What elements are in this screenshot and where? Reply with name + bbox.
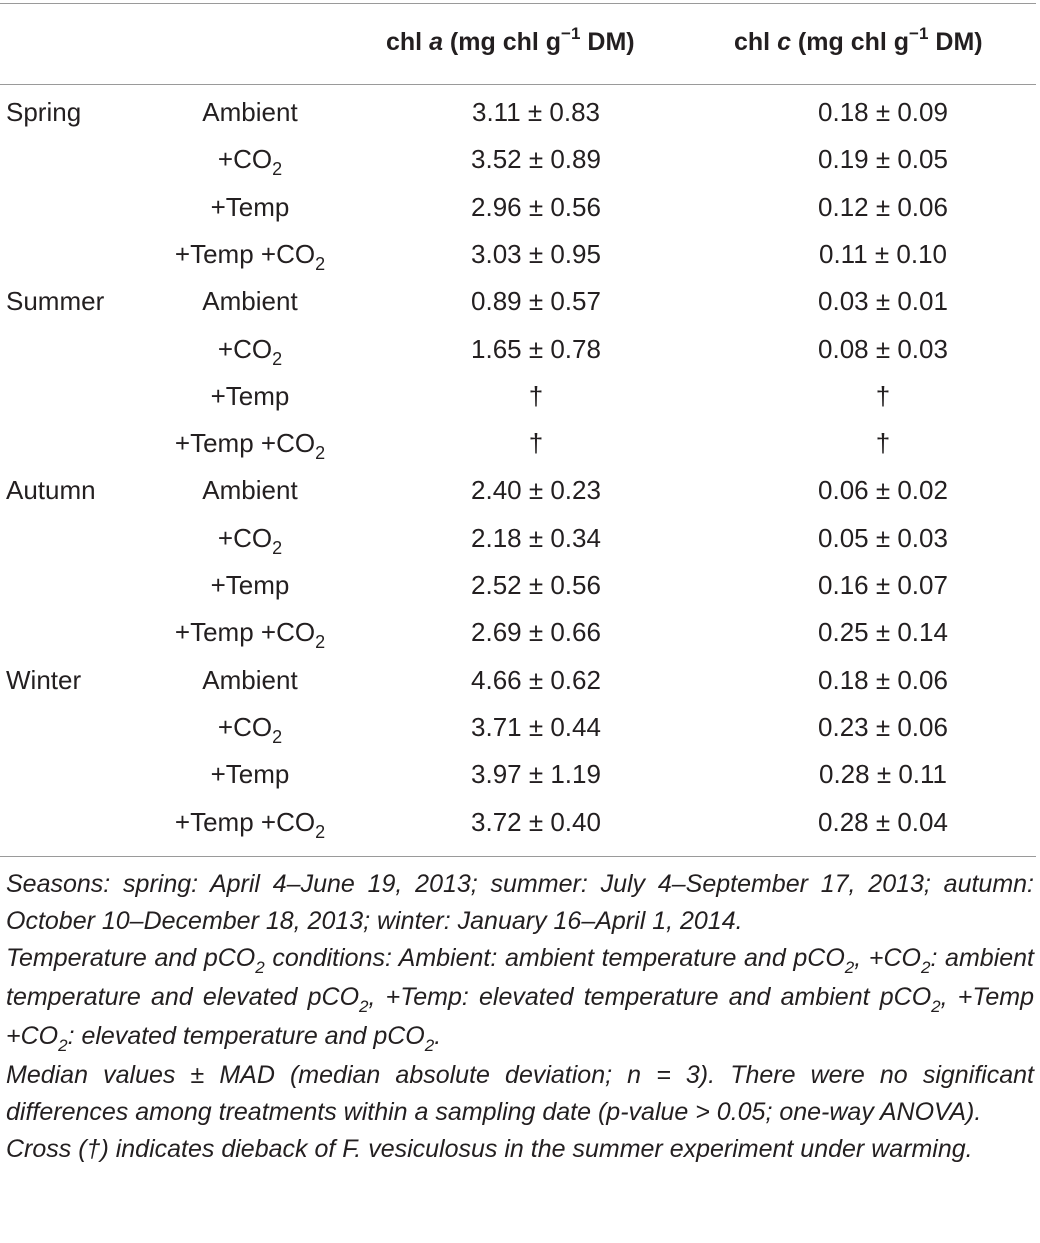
chl-a-cell: 2.69 ± 0.66	[471, 617, 601, 648]
chl-a-cell: 3.97 ± 1.19	[471, 759, 601, 790]
chl-a-cell: 4.66 ± 0.62	[471, 664, 601, 695]
chl-c-cell: 0.28 ± 0.11	[819, 759, 947, 790]
table-row	[0, 191, 1036, 238]
chl-a-cell: †	[528, 380, 544, 411]
top-rule	[0, 3, 1036, 4]
chl-c-cell: 0.12 ± 0.06	[818, 191, 948, 222]
treatment-cell: $+CO_2$	[217, 711, 283, 747]
table-row	[0, 238, 1036, 285]
bottom-rule	[0, 856, 1036, 857]
chl-a-cell: 3.71 ± 0.44	[471, 711, 601, 742]
treatment-cell: +Temp $+CO_2$	[174, 617, 326, 653]
treatment-cell: +Temp	[210, 570, 290, 600]
chl-c-cell: 0.05 ± 0.03	[818, 522, 948, 553]
header-chl-c: chl c (mg chl $g^{-1}$ DM)	[734, 23, 983, 56]
season-cell: Winter	[6, 664, 82, 695]
footnote-cross: Cross (†) indicates dieback of F. vesiculosus in the summer experiment under warming.	[6, 1135, 973, 1163]
table-row	[0, 806, 1036, 853]
footnote-median: Median values ± MAD (median absolute deviation; n = 3). There were no significant differences among treatments within a sampling date (p-value > 0.05; one-way ANOVA).	[6, 1061, 1034, 1126]
chl-c-cell: 0.25 ± 0.14	[818, 617, 948, 648]
table-row	[0, 569, 1036, 616]
treatment-cell: Ambient	[202, 286, 298, 317]
table-row	[0, 143, 1036, 190]
table-footnotes	[6, 866, 1034, 1168]
treatment-cell: $+CO_2$	[217, 333, 283, 369]
treatment-cell: $+CO_2$	[217, 144, 283, 180]
table-row	[0, 380, 1036, 427]
table-row	[0, 285, 1036, 332]
table-row	[0, 427, 1036, 474]
chl-a-cell: 2.52 ± 0.56	[471, 570, 601, 600]
header-chl-a: chl a (mg chl $g^{-1}$ DM)	[386, 23, 635, 56]
treatment-cell: +Temp	[210, 759, 290, 790]
chl-c-cell: 0.08 ± 0.03	[818, 333, 948, 364]
chl-c-cell: †	[875, 380, 891, 411]
chl-c-cell: 0.16 ± 0.07	[818, 570, 948, 600]
header-rule	[0, 84, 1036, 85]
table-row	[0, 711, 1036, 758]
treatment-cell: Ambient	[202, 97, 298, 127]
chl-a-cell: 2.96 ± 0.56	[471, 191, 601, 222]
treatment-cell: +Temp $+CO_2$	[174, 428, 326, 464]
chl-c-cell: 0.28 ± 0.04	[818, 806, 948, 837]
treatment-cell: +Temp	[210, 380, 290, 411]
chl-a-cell: 0.89 ± 0.57	[471, 286, 601, 317]
treatment-cell: +Temp $+CO_2$	[174, 806, 326, 842]
season-cell: Summer	[6, 286, 105, 317]
treatment-cell: $+CO_2$	[217, 522, 283, 558]
table-row	[0, 522, 1036, 569]
chl-a-cell: 2.18 ± 0.34	[471, 522, 601, 553]
chl-a-cell: 3.03 ± 0.95	[471, 238, 601, 269]
chl-c-cell: 0.23 ± 0.06	[818, 711, 948, 742]
table-row	[0, 664, 1036, 711]
table-row	[0, 616, 1036, 663]
table-row	[0, 474, 1036, 521]
chl-c-cell: 0.03 ± 0.01	[818, 286, 948, 317]
chl-c-cell: †	[875, 428, 891, 459]
chl-a-cell: †	[528, 428, 544, 459]
table-row	[0, 96, 1036, 143]
treatment-cell: Ambient	[202, 664, 298, 695]
chl-a-cell: 3.72 ± 0.40	[471, 806, 601, 837]
treatment-cell: +Temp	[210, 191, 290, 222]
chl-c-cell: 0.18 ± 0.06	[818, 664, 948, 695]
chl-a-cell: 3.11 ± 0.83	[472, 97, 600, 127]
footnote-seasons: Seasons: spring: April 4–June 19, 2013; summer: July 4–September 17, 2013; autumn: October 10–December 18, 2013; winter: January 16–April 1, 2014.	[6, 870, 1034, 935]
season-cell: Spring	[6, 97, 82, 127]
chl-a-cell: 3.52 ± 0.89	[471, 144, 601, 175]
chl-a-cell: 1.65 ± 0.78	[471, 333, 601, 364]
treatment-cell: Ambient	[202, 475, 298, 506]
table-row	[0, 333, 1036, 380]
chl-a-cell: 2.40 ± 0.23	[471, 475, 601, 506]
season-cell: Autumn	[6, 475, 96, 506]
treatment-cell: +Temp $+CO_2$	[174, 238, 326, 274]
chl-c-cell: 0.19 ± 0.05	[818, 144, 948, 175]
table-row	[0, 758, 1036, 805]
chl-c-cell: 0.11 ± 0.10	[819, 238, 947, 269]
chl-c-cell: 0.06 ± 0.02	[818, 475, 948, 506]
chl-c-cell: 0.18 ± 0.09	[818, 97, 948, 127]
footnote-conditions: Temperature and pCO$_2$ conditions: Ambient: ambient temperature and pCO$_2$, $+CO_2$: ambient temperature and elevated pCO$_2$, +Temp: elevated temperature and ambient pCO$_2$, +Temp $+CO_2$: elevated temperature and pCO$_2$.	[6, 944, 1034, 1055]
